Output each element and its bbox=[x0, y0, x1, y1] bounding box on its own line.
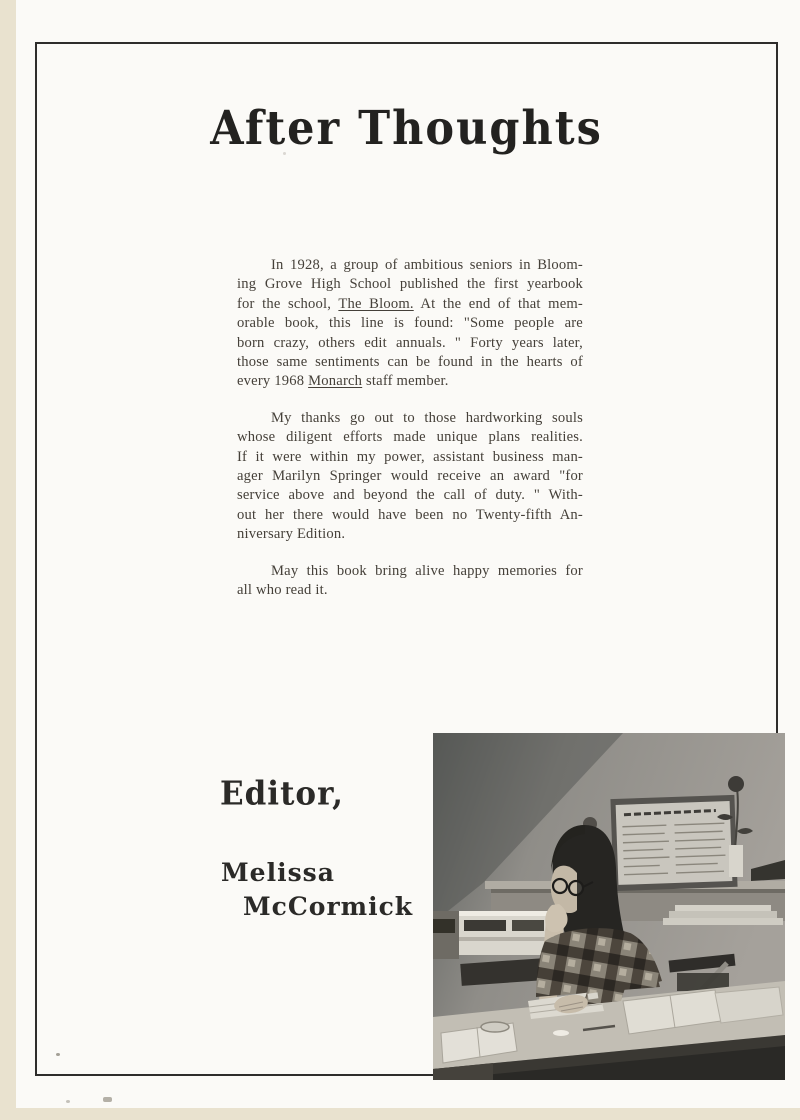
text-line: In 1928, a group of ambitious seniors in Bloom- bbox=[271, 257, 583, 273]
text-line: niversary Edition. bbox=[237, 526, 346, 543]
scan-edge-left bbox=[0, 0, 16, 1120]
editor-label: Editor, bbox=[220, 775, 344, 813]
text-line: ager Marilyn Springer would receive an award "for bbox=[237, 468, 583, 485]
dust-speck bbox=[56, 1053, 60, 1056]
dust-speck bbox=[66, 1100, 70, 1103]
editor-photo-illustration bbox=[433, 733, 785, 1080]
editor-first-name: Melissa bbox=[221, 858, 335, 887]
paragraph bbox=[237, 256, 583, 392]
page-title: After Thoughts bbox=[210, 102, 603, 156]
paragraph bbox=[237, 409, 583, 545]
text-line: for the school, The Bloom. At the end of that mem- bbox=[237, 295, 583, 312]
text-line: orable book, this line is found: "Some people are bbox=[237, 315, 583, 332]
text-line: My thanks go out to those hardworking souls bbox=[271, 409, 583, 426]
paragraph bbox=[237, 562, 583, 601]
scan-edge-bottom bbox=[0, 1108, 800, 1120]
text-line: ing Grove High School published the first yearbook bbox=[237, 276, 583, 293]
text-line: every 1968 Monarch staff member. bbox=[237, 373, 449, 390]
editor-last-name: McCormick bbox=[243, 892, 414, 921]
text-line: whose diligent efforts made unique plans realities. bbox=[237, 429, 583, 446]
editor-photo bbox=[433, 733, 785, 1080]
text-line: all who read it. bbox=[237, 582, 328, 599]
text-line: service above and beyond the call of duty. " With- bbox=[237, 487, 583, 504]
dust-speck bbox=[283, 152, 286, 155]
dust-speck bbox=[103, 1097, 112, 1102]
text-line: If it were within my power, assistant business man- bbox=[237, 448, 583, 465]
text-line: those same sentiments can be found in the hearts of bbox=[237, 354, 583, 371]
text-line: out her there would have been no Twenty-fifth An- bbox=[237, 506, 583, 523]
text-line: May this book bring alive happy memories for bbox=[271, 562, 583, 579]
afterword-text bbox=[237, 256, 583, 618]
text-line: born crazy, others edit annuals. " Forty years later, bbox=[237, 334, 583, 351]
